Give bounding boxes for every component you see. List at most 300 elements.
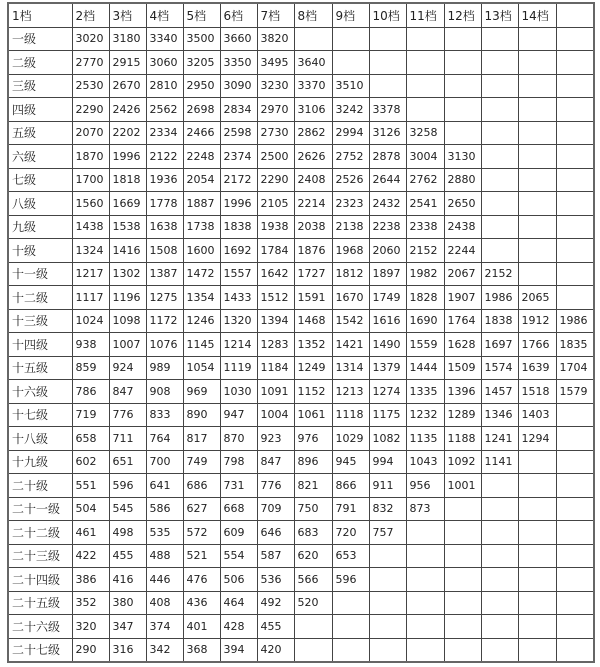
table-cell: 1314 <box>332 356 369 380</box>
table-cell <box>369 591 406 615</box>
table-cell <box>556 403 594 427</box>
table-row <box>8 544 594 568</box>
row-label: 十二级 <box>8 286 72 310</box>
table-row <box>8 215 594 239</box>
table-cell <box>444 121 481 145</box>
column-header: 1档 <box>8 3 72 27</box>
table-cell: 535 <box>146 521 183 545</box>
table-cell <box>518 168 556 192</box>
table-cell: 2834 <box>220 98 257 122</box>
table-cell: 1600 <box>183 239 220 263</box>
table-cell: 1444 <box>406 356 444 380</box>
table-cell: 2408 <box>294 168 332 192</box>
table-cell: 1870 <box>72 145 109 169</box>
table-cell: 1175 <box>369 403 406 427</box>
table-cell: 506 <box>220 568 257 592</box>
table-cell: 994 <box>369 450 406 474</box>
table-cell: 923 <box>257 427 294 451</box>
table-cell: 492 <box>257 591 294 615</box>
table-cell: 1518 <box>518 380 556 404</box>
row-label: 二十五级 <box>8 591 72 615</box>
table-cell: 2950 <box>183 74 220 98</box>
table-cell <box>518 474 556 498</box>
table-cell: 719 <box>72 403 109 427</box>
table-cell: 1289 <box>444 403 481 427</box>
table-cell: 2067 <box>444 262 481 286</box>
table-cell: 1897 <box>369 262 406 286</box>
table-cell <box>444 497 481 521</box>
table-cell: 2290 <box>257 168 294 192</box>
table-cell: 1394 <box>257 309 294 333</box>
table-cell <box>556 615 594 639</box>
table-cell: 1887 <box>183 192 220 216</box>
table-cell: 488 <box>146 544 183 568</box>
table-cell: 1472 <box>183 262 220 286</box>
table-row <box>8 309 594 333</box>
table-cell: 945 <box>332 450 369 474</box>
table-cell: 1082 <box>369 427 406 451</box>
table-row <box>8 591 594 615</box>
table-cell <box>481 591 518 615</box>
table-cell: 1241 <box>481 427 518 451</box>
table-cell <box>481 474 518 498</box>
table-cell: 3106 <box>294 98 332 122</box>
table-cell: 422 <box>72 544 109 568</box>
table-cell: 602 <box>72 450 109 474</box>
table-cell <box>444 27 481 51</box>
table-cell: 1669 <box>109 192 146 216</box>
table-cell: 1061 <box>294 403 332 427</box>
table-row <box>8 239 594 263</box>
table-cell <box>481 521 518 545</box>
table-cell: 720 <box>332 521 369 545</box>
table-cell <box>556 474 594 498</box>
table-cell <box>369 568 406 592</box>
table-cell: 1559 <box>406 333 444 357</box>
table-cell: 2054 <box>183 168 220 192</box>
table-cell: 1738 <box>183 215 220 239</box>
table-cell: 408 <box>146 591 183 615</box>
table-cell: 1119 <box>220 356 257 380</box>
row-label: 二十六级 <box>8 615 72 639</box>
table-cell: 3350 <box>220 51 257 75</box>
table-cell: 3090 <box>220 74 257 98</box>
table-cell <box>556 497 594 521</box>
table-cell <box>481 239 518 263</box>
table-cell: 2994 <box>332 121 369 145</box>
table-cell: 731 <box>220 474 257 498</box>
table-cell <box>556 286 594 310</box>
table-cell: 1490 <box>369 333 406 357</box>
table-cell: 2070 <box>72 121 109 145</box>
column-header: 8档 <box>294 3 332 27</box>
table-cell: 641 <box>146 474 183 498</box>
table-cell: 866 <box>332 474 369 498</box>
table-cell <box>556 544 594 568</box>
row-label: 六级 <box>8 145 72 169</box>
table-cell: 1294 <box>518 427 556 451</box>
table-cell: 2334 <box>146 121 183 145</box>
table-cell <box>556 262 594 286</box>
table-cell: 1213 <box>332 380 369 404</box>
table-cell: 1232 <box>406 403 444 427</box>
table-cell: 3820 <box>257 27 294 51</box>
table-cell: 786 <box>72 380 109 404</box>
row-label: 十五级 <box>8 356 72 380</box>
table-cell: 1538 <box>109 215 146 239</box>
table-cell: 2438 <box>444 215 481 239</box>
table-cell: 536 <box>257 568 294 592</box>
table-cell: 938 <box>72 333 109 357</box>
table-cell: 896 <box>294 450 332 474</box>
table-cell <box>406 51 444 75</box>
table-cell: 609 <box>220 521 257 545</box>
table-cell <box>406 615 444 639</box>
table-cell: 976 <box>294 427 332 451</box>
table-row <box>8 568 594 592</box>
table-cell: 3258 <box>406 121 444 145</box>
table-cell: 1054 <box>183 356 220 380</box>
table-cell: 683 <box>294 521 332 545</box>
table-cell <box>294 27 332 51</box>
table-cell <box>294 615 332 639</box>
table-cell <box>518 215 556 239</box>
table-cell: 2323 <box>332 192 369 216</box>
table-cell: 566 <box>294 568 332 592</box>
table-cell: 1001 <box>444 474 481 498</box>
table-cell: 446 <box>146 568 183 592</box>
table-cell <box>556 591 594 615</box>
table-cell: 3205 <box>183 51 220 75</box>
table-cell: 2810 <box>146 74 183 98</box>
table-cell: 1628 <box>444 333 481 357</box>
table-cell <box>332 27 369 51</box>
table-cell: 668 <box>220 497 257 521</box>
table-cell: 1468 <box>294 309 332 333</box>
table-cell: 2698 <box>183 98 220 122</box>
table-cell: 1172 <box>146 309 183 333</box>
table-row <box>8 356 594 380</box>
column-header: 14档 <box>518 3 556 27</box>
table-row <box>8 497 594 521</box>
table-cell <box>518 121 556 145</box>
table-cell: 1812 <box>332 262 369 286</box>
table-cell <box>481 145 518 169</box>
table-cell: 1907 <box>444 286 481 310</box>
header-row <box>8 3 594 27</box>
table-cell <box>518 521 556 545</box>
table-cell <box>481 497 518 521</box>
table-cell <box>406 591 444 615</box>
table-cell: 401 <box>183 615 220 639</box>
table-cell <box>444 74 481 98</box>
table-cell <box>481 568 518 592</box>
table-cell: 374 <box>146 615 183 639</box>
table-cell <box>332 51 369 75</box>
table-cell: 1117 <box>72 286 109 310</box>
table-cell: 3130 <box>444 145 481 169</box>
table-cell <box>556 27 594 51</box>
column-header <box>556 3 594 27</box>
table-cell: 1457 <box>481 380 518 404</box>
table-row <box>8 474 594 498</box>
table-cell: 1274 <box>369 380 406 404</box>
row-label: 十九级 <box>8 450 72 474</box>
table-cell: 847 <box>257 450 294 474</box>
table-cell: 711 <box>109 427 146 451</box>
table-cell: 1184 <box>257 356 294 380</box>
table-cell <box>444 568 481 592</box>
table-cell: 947 <box>220 403 257 427</box>
table-cell: 969 <box>183 380 220 404</box>
table-cell <box>556 168 594 192</box>
table-cell: 1936 <box>146 168 183 192</box>
table-cell: 700 <box>146 450 183 474</box>
table-cell <box>481 74 518 98</box>
table-cell: 1557 <box>220 262 257 286</box>
table-cell: 520 <box>294 591 332 615</box>
table-cell: 2060 <box>369 239 406 263</box>
table-cell: 1438 <box>72 215 109 239</box>
table-cell <box>406 638 444 662</box>
column-header: 12档 <box>444 3 481 27</box>
table-cell <box>556 450 594 474</box>
table-cell: 461 <box>72 521 109 545</box>
row-label: 二十一级 <box>8 497 72 521</box>
row-label: 二十四级 <box>8 568 72 592</box>
table-cell <box>481 215 518 239</box>
table-cell: 1379 <box>369 356 406 380</box>
table-cell: 1135 <box>406 427 444 451</box>
table-cell: 1579 <box>556 380 594 404</box>
table-cell: 1030 <box>220 380 257 404</box>
table-cell: 620 <box>294 544 332 568</box>
table-row <box>8 638 594 662</box>
table-cell: 1778 <box>146 192 183 216</box>
row-label: 四级 <box>8 98 72 122</box>
table-cell: 821 <box>294 474 332 498</box>
table-cell: 859 <box>72 356 109 380</box>
table-row <box>8 98 594 122</box>
table-row <box>8 192 594 216</box>
table-cell: 2038 <box>294 215 332 239</box>
table-row <box>8 51 594 75</box>
table-cell: 3500 <box>183 27 220 51</box>
table-cell: 1249 <box>294 356 332 380</box>
table-cell: 2172 <box>220 168 257 192</box>
table-row <box>8 427 594 451</box>
table-cell <box>369 638 406 662</box>
table-cell: 428 <box>220 615 257 639</box>
column-header: 10档 <box>369 3 406 27</box>
table-cell <box>481 192 518 216</box>
table-cell: 3640 <box>294 51 332 75</box>
column-header: 3档 <box>109 3 146 27</box>
table-cell: 658 <box>72 427 109 451</box>
table-cell: 832 <box>369 497 406 521</box>
table-cell: 1642 <box>257 262 294 286</box>
table-cell: 3180 <box>109 27 146 51</box>
table-cell <box>556 145 594 169</box>
table-cell <box>556 427 594 451</box>
table-cell <box>369 615 406 639</box>
table-cell <box>518 544 556 568</box>
table-cell: 686 <box>183 474 220 498</box>
table-cell: 1403 <box>518 403 556 427</box>
table-cell: 342 <box>146 638 183 662</box>
table-cell: 1509 <box>444 356 481 380</box>
table-cell: 587 <box>257 544 294 568</box>
table-cell: 1029 <box>332 427 369 451</box>
table-cell: 1421 <box>332 333 369 357</box>
table-cell: 1024 <box>72 309 109 333</box>
table-cell: 2238 <box>369 215 406 239</box>
table-cell: 368 <box>183 638 220 662</box>
table-cell: 1912 <box>518 309 556 333</box>
column-header: 7档 <box>257 3 294 27</box>
table-cell: 1982 <box>406 262 444 286</box>
table-row <box>8 121 594 145</box>
column-header: 6档 <box>220 3 257 27</box>
table-cell: 2374 <box>220 145 257 169</box>
table-cell: 1043 <box>406 450 444 474</box>
table-cell <box>556 521 594 545</box>
table-cell: 1968 <box>332 239 369 263</box>
row-label: 十四级 <box>8 333 72 357</box>
table-cell: 2466 <box>183 121 220 145</box>
table-cell: 1354 <box>183 286 220 310</box>
table-cell: 2970 <box>257 98 294 122</box>
table-cell <box>481 51 518 75</box>
table-cell: 1560 <box>72 192 109 216</box>
table-cell <box>518 51 556 75</box>
table-cell: 1320 <box>220 309 257 333</box>
row-label: 五级 <box>8 121 72 145</box>
table-cell: 3126 <box>369 121 406 145</box>
table-cell: 3004 <box>406 145 444 169</box>
table-cell: 1700 <box>72 168 109 192</box>
table-cell <box>518 192 556 216</box>
table-cell: 1704 <box>556 356 594 380</box>
table-cell: 2065 <box>518 286 556 310</box>
row-label: 三级 <box>8 74 72 98</box>
table-cell <box>481 544 518 568</box>
table-cell: 2122 <box>146 145 183 169</box>
table-cell: 1145 <box>183 333 220 357</box>
table-cell: 3370 <box>294 74 332 98</box>
row-label: 十七级 <box>8 403 72 427</box>
row-label: 九级 <box>8 215 72 239</box>
table-cell: 1246 <box>183 309 220 333</box>
table-cell: 596 <box>332 568 369 592</box>
table-cell <box>369 74 406 98</box>
table-cell <box>444 615 481 639</box>
table-cell: 1396 <box>444 380 481 404</box>
table-cell: 2105 <box>257 192 294 216</box>
table-cell: 911 <box>369 474 406 498</box>
table-cell <box>556 568 594 592</box>
table-cell <box>518 568 556 592</box>
table-cell <box>556 121 594 145</box>
table-cell: 1764 <box>444 309 481 333</box>
table-cell: 1818 <box>109 168 146 192</box>
table-cell: 749 <box>183 450 220 474</box>
table-cell: 3510 <box>332 74 369 98</box>
table-cell: 1766 <box>518 333 556 357</box>
table-cell: 1508 <box>146 239 183 263</box>
row-label: 二十二级 <box>8 521 72 545</box>
table-cell <box>556 98 594 122</box>
table-cell: 1098 <box>109 309 146 333</box>
table-cell <box>556 51 594 75</box>
table-cell: 3060 <box>146 51 183 75</box>
table-cell: 1512 <box>257 286 294 310</box>
table-cell: 1076 <box>146 333 183 357</box>
table-cell: 1986 <box>481 286 518 310</box>
table-cell: 3242 <box>332 98 369 122</box>
table-cell <box>481 638 518 662</box>
table-cell: 833 <box>146 403 183 427</box>
table-row <box>8 333 594 357</box>
table-cell: 1091 <box>257 380 294 404</box>
table-cell: 750 <box>294 497 332 521</box>
table-cell: 1275 <box>146 286 183 310</box>
table-cell <box>518 74 556 98</box>
table-cell: 504 <box>72 497 109 521</box>
table-cell: 2762 <box>406 168 444 192</box>
table-cell: 646 <box>257 521 294 545</box>
table-cell <box>518 27 556 51</box>
table-cell: 924 <box>109 356 146 380</box>
table-cell: 3378 <box>369 98 406 122</box>
table-cell: 2290 <box>72 98 109 122</box>
table-cell: 2500 <box>257 145 294 169</box>
table-cell <box>332 615 369 639</box>
table-cell <box>556 74 594 98</box>
table-cell: 1302 <box>109 262 146 286</box>
table-cell: 1214 <box>220 333 257 357</box>
table-row <box>8 403 594 427</box>
table-cell: 1335 <box>406 380 444 404</box>
table-cell: 586 <box>146 497 183 521</box>
table-cell: 627 <box>183 497 220 521</box>
table-cell: 380 <box>109 591 146 615</box>
table-cell: 1196 <box>109 286 146 310</box>
table-cell: 1670 <box>332 286 369 310</box>
table-cell: 757 <box>369 521 406 545</box>
row-label: 十一级 <box>8 262 72 286</box>
row-label: 十六级 <box>8 380 72 404</box>
table-cell: 1352 <box>294 333 332 357</box>
table-cell <box>556 192 594 216</box>
table-cell: 416 <box>109 568 146 592</box>
table-cell: 2670 <box>109 74 146 98</box>
table-cell <box>369 544 406 568</box>
table-cell <box>406 74 444 98</box>
table-cell <box>518 591 556 615</box>
column-header: 13档 <box>481 3 518 27</box>
table-cell: 464 <box>220 591 257 615</box>
table-cell <box>481 121 518 145</box>
table-cell: 709 <box>257 497 294 521</box>
table-cell: 873 <box>406 497 444 521</box>
table-cell: 1838 <box>481 309 518 333</box>
table-cell: 798 <box>220 450 257 474</box>
table-cell: 776 <box>109 403 146 427</box>
table-cell: 3230 <box>257 74 294 98</box>
table-cell: 2138 <box>332 215 369 239</box>
table-cell: 1996 <box>109 145 146 169</box>
